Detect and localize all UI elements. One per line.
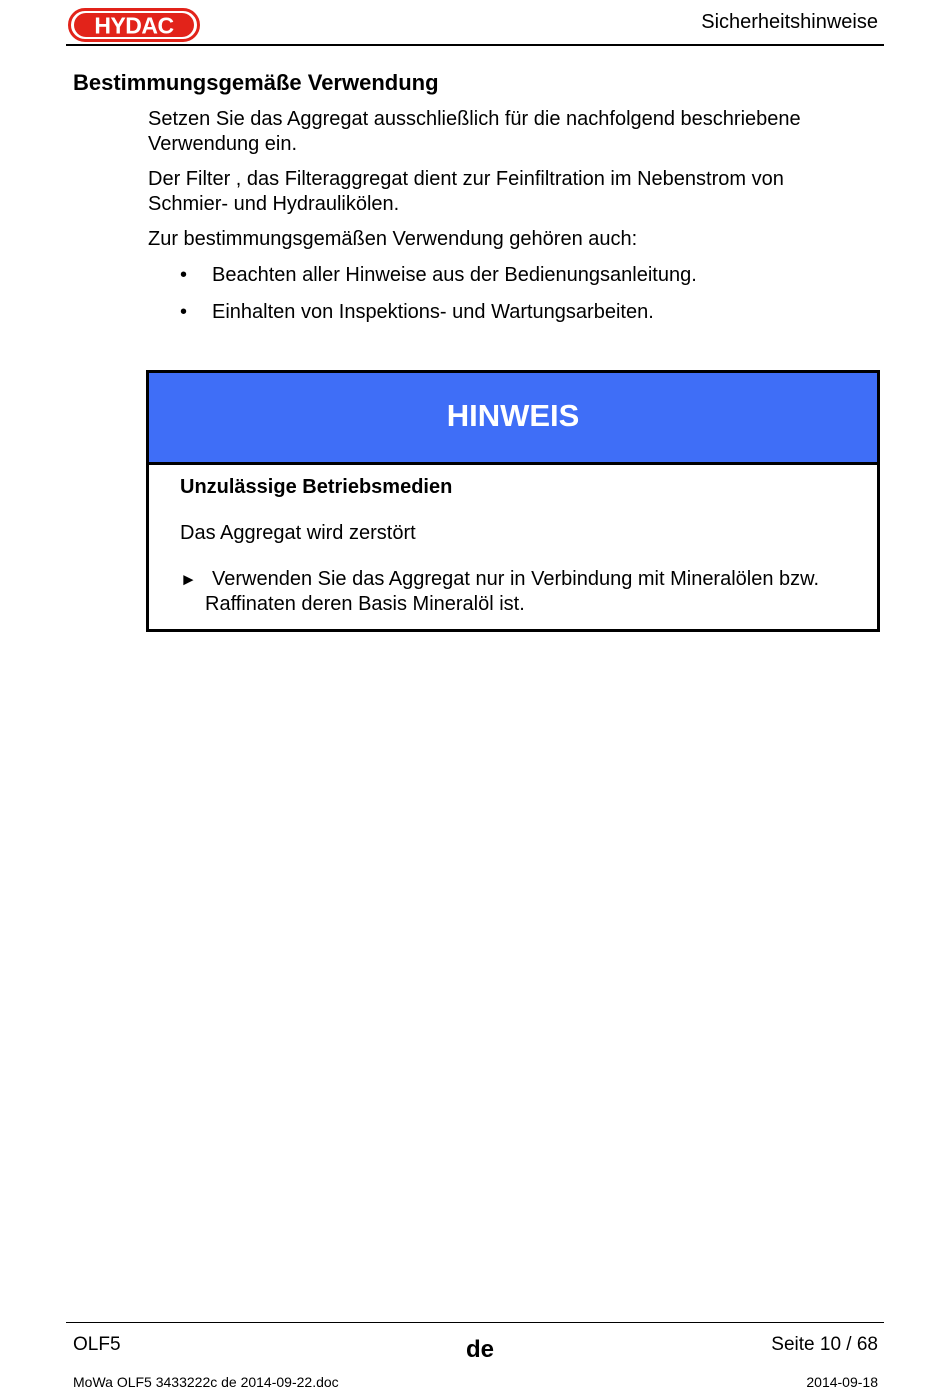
notice-title: HINWEIS (446, 398, 580, 433)
list-item: Beachten aller Hinweise aus der Bedienungsanleitung. (212, 264, 697, 286)
hydac-logo (68, 8, 200, 42)
list-item: Einhalten von Inspektions- und Wartungsarbeiten. (212, 301, 654, 323)
footer-date: 2014-09-18 (806, 1374, 878, 1390)
footer-language: de (466, 1336, 495, 1363)
footer-divider (66, 1322, 884, 1323)
logo-text: HYDAC (94, 12, 174, 39)
action-arrow-icon: ► (180, 570, 197, 589)
notice-consequence: Das Aggregat wird zerstört (180, 522, 416, 544)
notice-action: Verwenden Sie das Aggregat nur in Verbindung mit Mineralölen bzw. Raffinaten deren Basis Mineralöl ist. (205, 568, 820, 615)
footer-product: OLF5 (73, 1334, 121, 1355)
header-title: Sicherheitshinweise (701, 11, 878, 33)
paragraph-intended-use: Setzen Sie das Aggregat ausschließlich für die nachfolgend beschriebene Verwendung ein. (148, 108, 801, 155)
notice-header (149, 373, 877, 465)
footer-document-name: MoWa OLF5 3433222c de 2014-09-22.doc (73, 1374, 339, 1390)
bullet-dot-icon: • (180, 264, 188, 286)
bullet-dot-icon: • (180, 301, 188, 323)
section-title: Bestimmungsgemäße Verwendung (73, 70, 439, 95)
notice-subtitle: Unzulässige Betriebsmedien (180, 476, 453, 498)
footer-page-number: Seite 10 / 68 (771, 1334, 878, 1355)
header-divider (66, 44, 884, 46)
paragraph-filter-purpose: Der Filter , das Filteraggregat dient zur Feinfiltration im Nebenstrom von Schmier- und Hydraulikölen. (148, 168, 784, 215)
paragraph-includes: Zur bestimmungsgemäßen Verwendung gehören auch: (148, 228, 638, 250)
